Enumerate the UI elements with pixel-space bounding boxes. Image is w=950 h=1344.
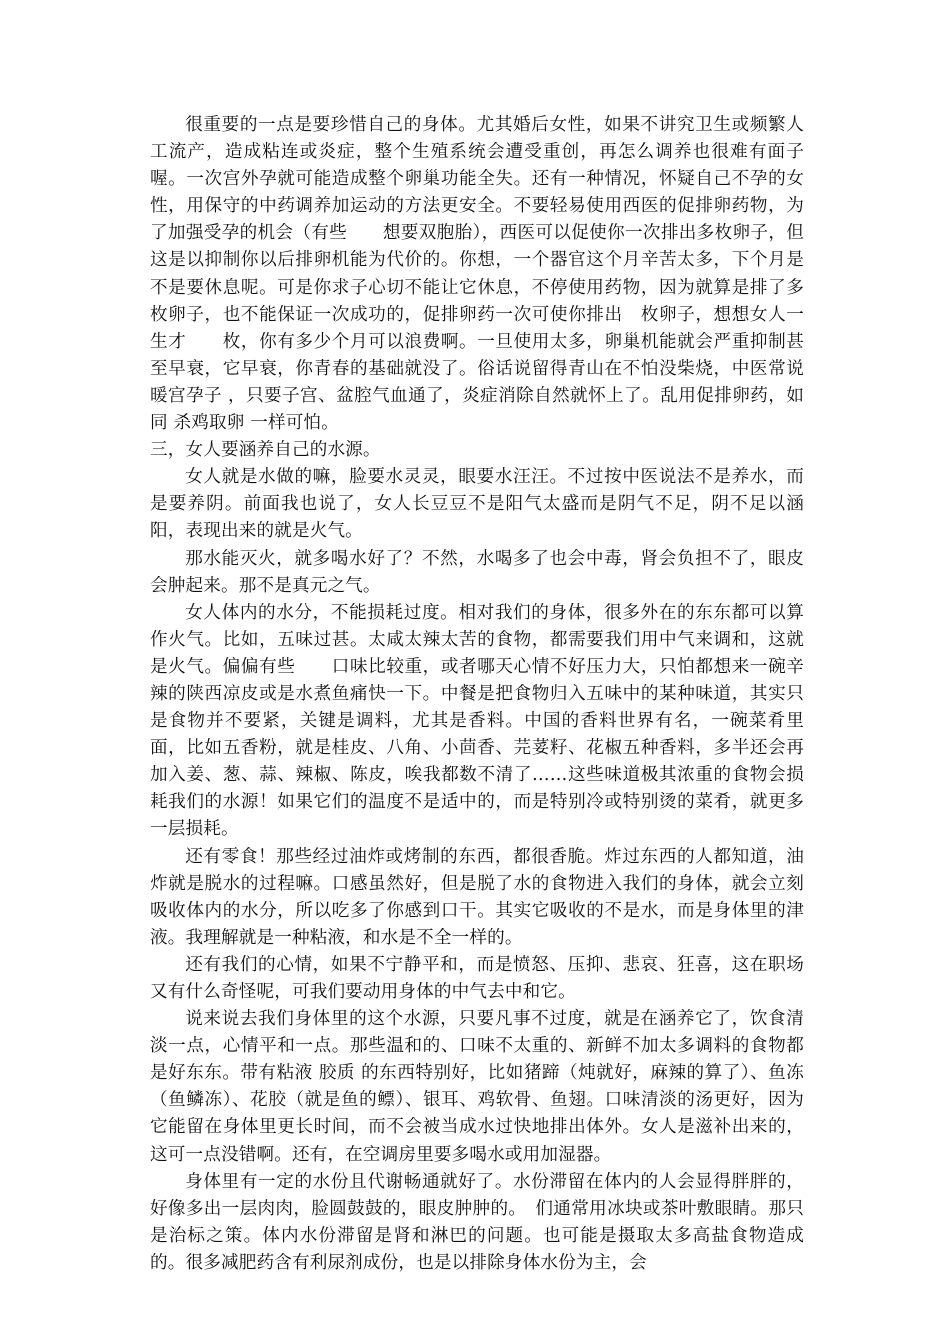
section-heading-water-source: 三，女人要涵养自己的水源。 [150,440,381,461]
paragraph-nourish-source: 说来说去我们身体里的这个水源，只要凡事不过度，就是在涵养它了，饮食清淡一点，心情平和一点。那些温和的、口味不太重的、新鲜不加太多调料的食物都是好东东。带有粘液 胶质 的东西特别好，比如猪蹄（炖就好，麻辣的算了）、鱼冻（鱼鳞冻）、花胶（就是鱼的鳔）、银耳、鸡软骨、鱼翅。口味清淡的汤更好，因为它能留在身体里更长时间，而不会被当成水过快地排出体外。女人是滋补出来的，这可一点没错啊。还有，在空调房里要多喝水或用加湿器。 [150,1009,804,1165]
paragraph-body-moisture: 女人体内的水分，不能损耗过度。相对我们的身体，很多外在的东东都可以算作火气。比如，五味过甚。太咸太辣太苦的食物，都需要我们用中气来调和，这就是火气。偏偏有些 口味比较重，或者哪天心情不好压力大，只怕都想来一碗辛辣的陕西凉皮或是水煮鱼痛快一下。中餐是把食物归入五味中的某种味道，其实只是食物并不要紧，关键是调料，尤其是香料。中国的香料世界有名，一碗菜肴里面，比如五香粉，就是桂皮、八角、小茴香、芫荽籽、花椒五种香料，多半还会再加入姜、葱、蒜、辣椒、陈皮，唉我都数不清了……这些味道极其浓重的食物会损耗我们的水源！如果它们的温度不是适中的，而是特别冷或特别烫的菜肴，就更多一层损耗。 [150,602,804,840]
paragraph-drink-water: 那水能灭火，就多喝水好了？不然，水喝多了也会中毒，肾会负担不了，眼皮会肿起来。那不是真元之气。 [150,548,804,596]
document-body [150,112,804,1277]
paragraph-water-retention: 身体里有一定的水份且代谢畅通就好了。水份滞留在体内的人会显得胖胖的，好像多出一层肉肉，脸圆鼓鼓的，眼皮肿肿的。 们通常用冰块或茶叶敷眼睛。那只是治标之策。体内水份滞留是肾和淋巴的问题。也可能是摄取太多高盐食物造成的。很多减肥药含有利尿剂成份，也是以排除身体水份为主，会 [150,1171,804,1273]
paragraph-cherish-body: 很重要的一点是要珍惜自己的身体。尤其婚后女性，如果不讲究卫生或频繁人工流产，造成粘连或炎症，整个生殖系统会遭受重创，再怎么调养也很难有面子喔。一次宫外孕就可能造成整个卵巢功能全失。还有一种情况，怀疑自己不孕的女性，用保守的中药调养加运动的方法更安全。不要轻易使用西医的促排卵药物，为了加强受孕的机会（有些 想要双胞胎），西医可以促使你一次排出多枚卵子，但这是以抑制你以后排卵机能为代价的。你想，一个器官这个月辛苦太多，下个月是不是要休息呢。可是你求子心切不能让它休息，不停使用药物，因为就算是排了多枚卵子，也不能保证一次成功的，促排卵药一次可使你排出 枚卵子，想想女人一生才 枚，你有多少个月可以浪费啊。一旦使用太多，卵巢机能就会严重抑制甚至早衰，它早衰，你青春的基础就没了。俗话说留得青山在不怕没柴烧，中医常说 暖宫孕子 ，只要子宫、盆腔气血通了，炎症消除自然就怀上了。乱用促排卵药，如同 杀鸡取卵 一样可怕。 [150,115,804,434]
paragraph-women-water: 女人就是水做的嘛，脸要水灵灵，眼要水汪汪。不过按中医说法不是养水，而是要养阴。前面我也说了，女人长豆豆不是阳气太盛而是阴气不足，阴不足以涵阳，表现出来的就是火气。 [150,467,804,542]
paragraph-mood: 还有我们的心情，如果不宁静平和，而是愤怒、压抑、悲哀、狂喜，这在职场又有什么奇怪呢，可我们要动用身体的中气去中和它。 [150,954,804,1002]
paragraph-snacks: 还有零食！那些经过油炸或烤制的东西，都很香脆。炸过东西的人都知道，油炸就是脱水的过程嘛。口感虽然好，但是脱了水的食物进入我们的身体，就会立刻吸收体内的水分，所以吃多了你感到口干。其实它吸收的不是水，而是身体里的津液。我理解就是一种粘液，和水是不全一样的。 [150,846,804,948]
